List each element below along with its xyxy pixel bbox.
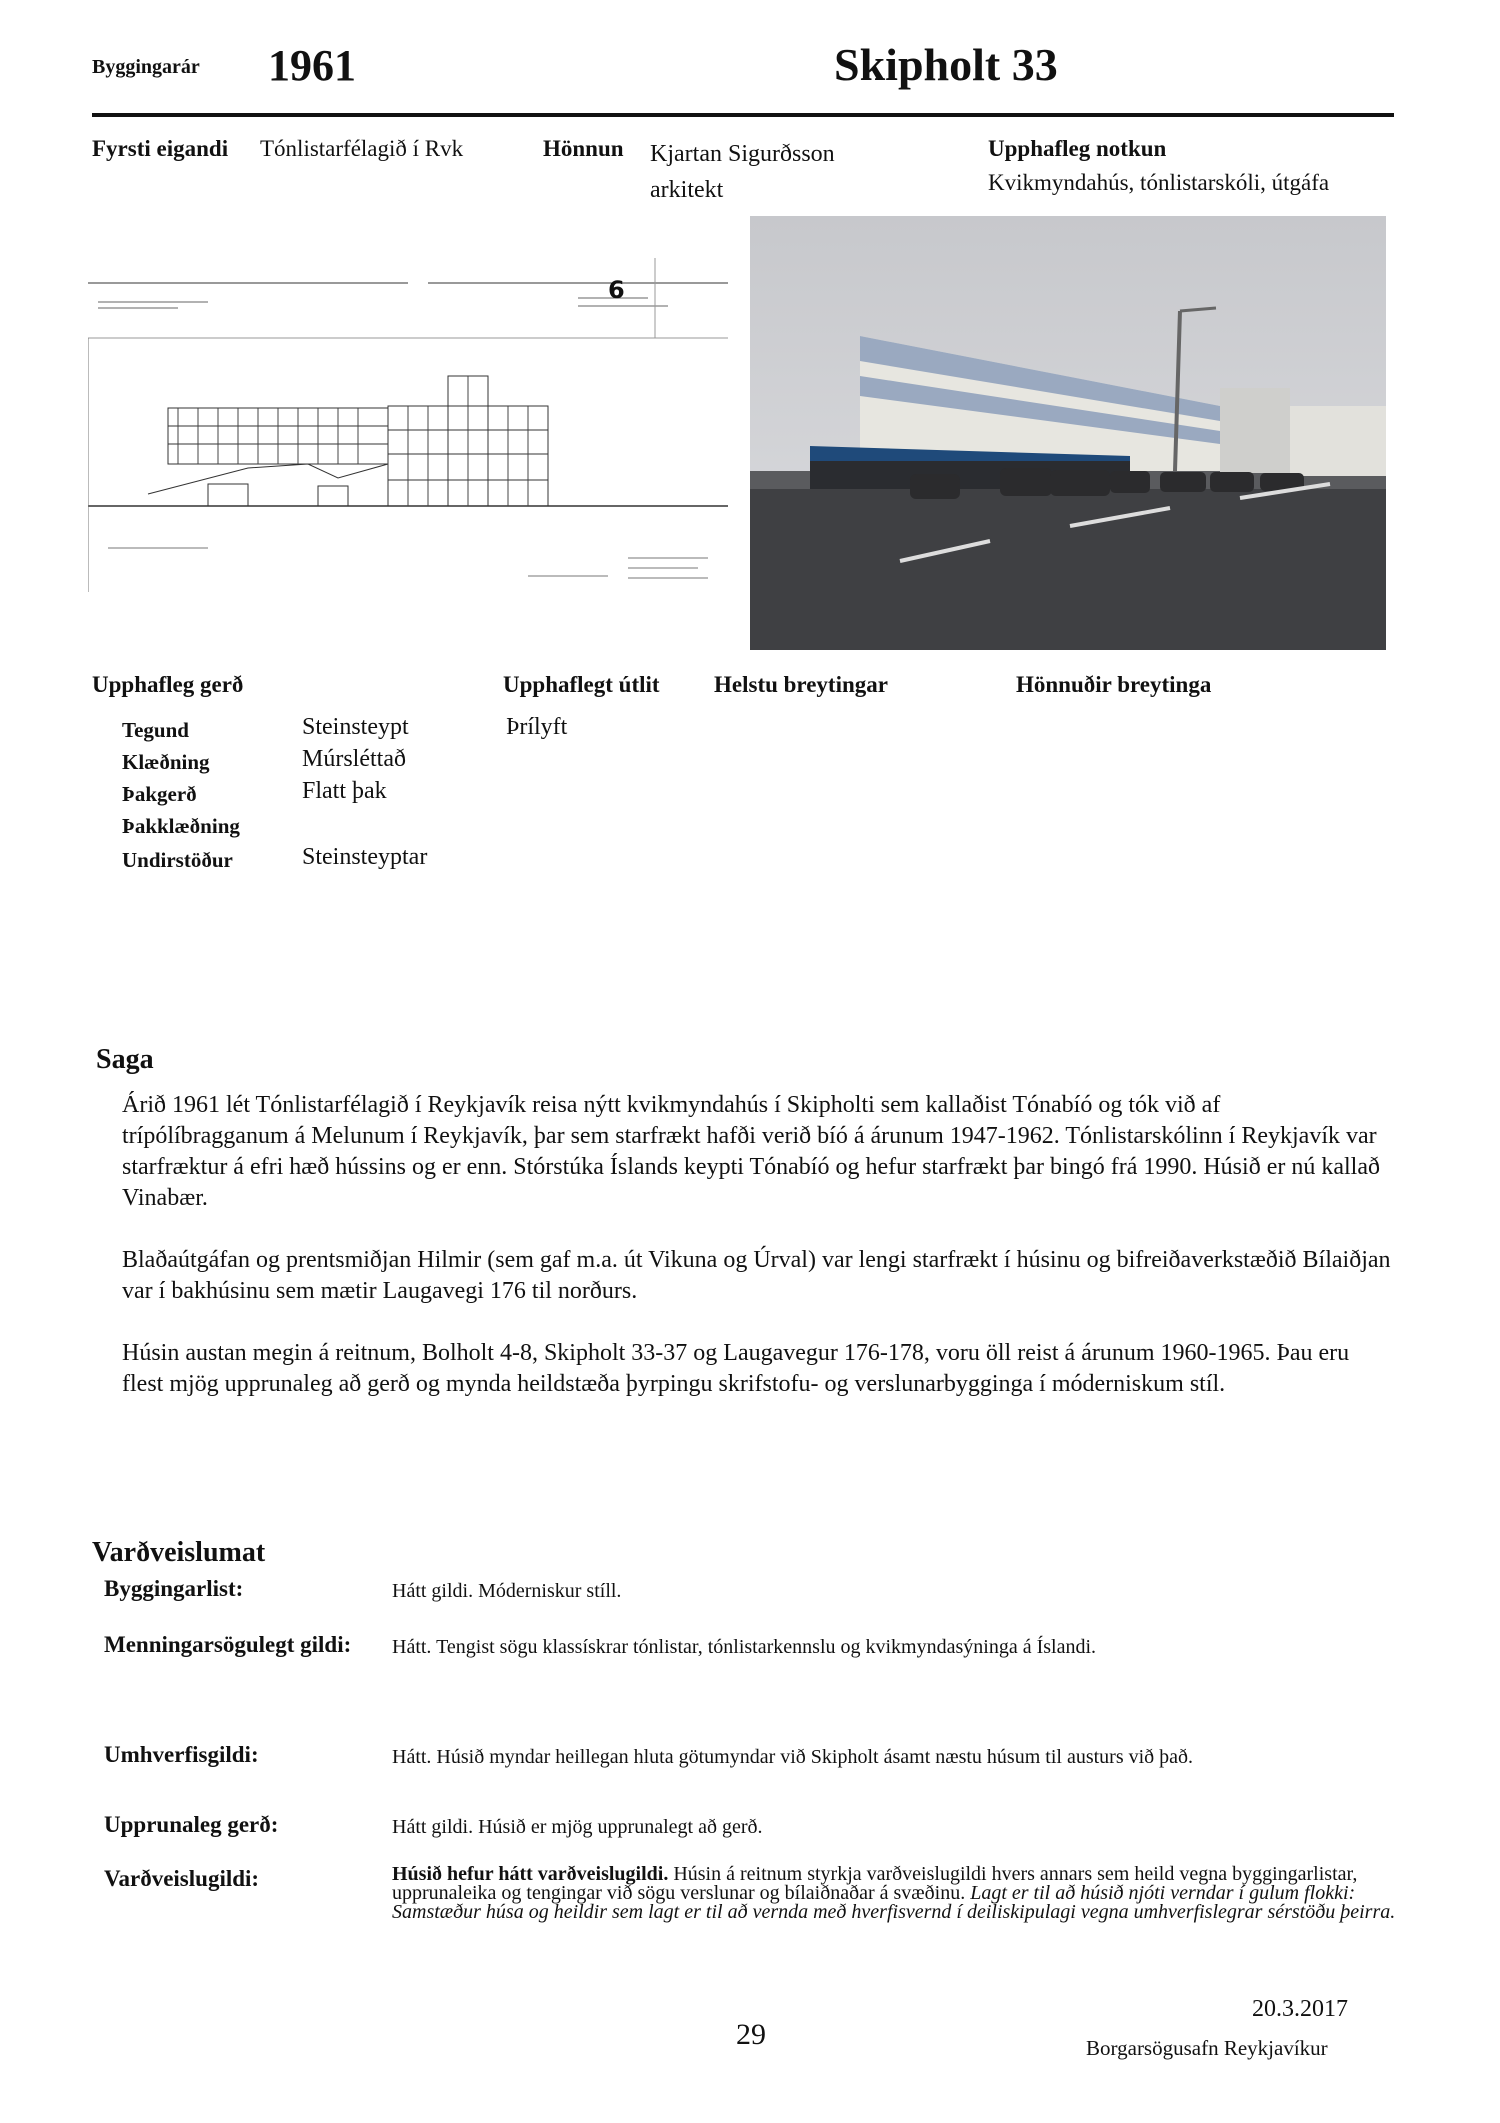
roof-cladding-label: Þakklæðning (122, 814, 240, 838)
original-value: Hátt gildi. Húsið er mjög upprunalegt að gerð. (392, 1816, 763, 1838)
roof-value: Flatt þak (302, 778, 387, 804)
preservation-value-body: Húsin á reitnum styrkja varðveislugildi hvers annars sem heild vegna byggingarlistar, upprunaleika og tengingar við sögu verslunar og bílaiðnaðar á svæðinu. (392, 1863, 1358, 1904)
drawing-number: 6 (608, 276, 625, 304)
saga-text (122, 1090, 1392, 1431)
owner-value: Tónlistarfélagið í Rvk (260, 136, 464, 161)
header-rule (92, 113, 1394, 117)
original-label: Upprunaleg gerð: (104, 1812, 279, 1837)
cultural-value: Hátt. Tengist sögu klassískrar tónlistar, tónlistarkennslu og kvikmyndasýninga á Íslandi. (392, 1636, 1097, 1658)
foundation-value: Steinsteyptar (302, 844, 428, 870)
preservation-value-text (392, 1865, 1402, 1922)
use-value: Kvikmyndahús, tónlistarskóli, útgáfa (988, 170, 1330, 195)
preservation-value-bold: Húsið hefur hátt varðveislugildi. (392, 1863, 669, 1885)
designed-changes-heading: Hönnuðir breytinga (1016, 672, 1212, 697)
designer-value: Kjartan Sigurðsson arkitekt (650, 141, 835, 203)
year-label: Byggingarár (92, 56, 200, 78)
cultural-label: Menningarsögulegt gildi: (104, 1632, 352, 1657)
environment-label: Umhverfisgildi: (104, 1742, 259, 1767)
owner-label: Fyrsti eigandi (92, 136, 229, 161)
environment-value: Hátt. Húsið myndar heillegan hluta götumyndar við Skipholt ásamt næstu húsum til austurs við það. (392, 1746, 1194, 1768)
preservation-value-label: Varðveislugildi: (104, 1866, 260, 1891)
cladding-label: Klæðning (122, 750, 210, 774)
architecture-label: Byggingarlist: (104, 1576, 244, 1601)
type-value: Steinsteypt (302, 714, 409, 740)
original-form-heading: Upphafleg gerð (92, 672, 244, 697)
type-label: Tegund (122, 718, 189, 742)
use-label: Upphafleg notkun (988, 136, 1167, 161)
elevation-drawing (88, 258, 728, 592)
changes-heading: Helstu breytingar (714, 672, 888, 697)
original-look-heading: Upphaflegt útlit (503, 672, 660, 697)
saga-heading: Saga (96, 1044, 154, 1075)
preservation-heading: Varðveislumat (92, 1537, 266, 1568)
foundation-label: Undirstöður (122, 848, 233, 872)
saga-paragraph: Húsin austan megin á reitnum, Bolholt 4-8, Skipholt 33-37 og Laugavegur 176-178, voru öll reist á árunum 1960-1965. Þau eru flest mjög upprunaleg að gerð og mynda heildstæða þyrpingu skrifstofu- og verslunarbygginga í móderniskum stíl. (122, 1340, 1350, 1397)
page-number: 29 (736, 2018, 766, 2051)
architecture-value: Hátt gildi. Móderniskur stíll. (392, 1580, 622, 1602)
cladding-value: Múrsléttað (302, 746, 406, 772)
footer-date: 20.3.2017 (1252, 1996, 1348, 2022)
saga-paragraph: Blaðaútgáfan og prentsmiðjan Hilmir (sem gaf m.a. út Vikuna og Úrval) var lengi starfrækt í húsinu og bifreiðaverkstæðið Bílaiðjan var í bakhúsinu sem mætir Laugavegi 176 til norðurs. (122, 1247, 1391, 1304)
page-title: Skipholt 33 (834, 39, 1058, 90)
preservation-value-italic: Lagt er til að húsið njóti verndar í gulum flokki: Samstæður húsa og heildir sem lagt er til að vernda með hverfisvernd í deiliskipulagi vegna umhverfislegrar sérstöðu þeirra. (392, 1882, 1396, 1923)
designer-label: Hönnun (543, 136, 624, 161)
saga-paragraph: Árið 1961 lét Tónlistarfélagið í Reykjavík reisa nýtt kvikmyndahús í Skipholti sem kallaðist Tónabíó og tók við af trípólíbragganum á Melunum í Reykjavík, þar sem starfrækt hafði verið bíó á árunum 1947-1962. Tónlistarskólinn í Reykjavík var starfræktur á efri hæð hússins og er enn. Stórstúka Íslands keypti Tónabíó og hefur starfrækt þar bingó frá 1990. Húsið er nú kallað Vinabær. (122, 1092, 1380, 1211)
footer-organization: Borgarsögusafn Reykjavíkur (1086, 2036, 1328, 2060)
look-value: Þrílyft (506, 714, 568, 740)
roof-label: Þakgerð (122, 782, 197, 806)
construction-year: 1961 (268, 41, 356, 90)
building-photo (750, 216, 1386, 650)
